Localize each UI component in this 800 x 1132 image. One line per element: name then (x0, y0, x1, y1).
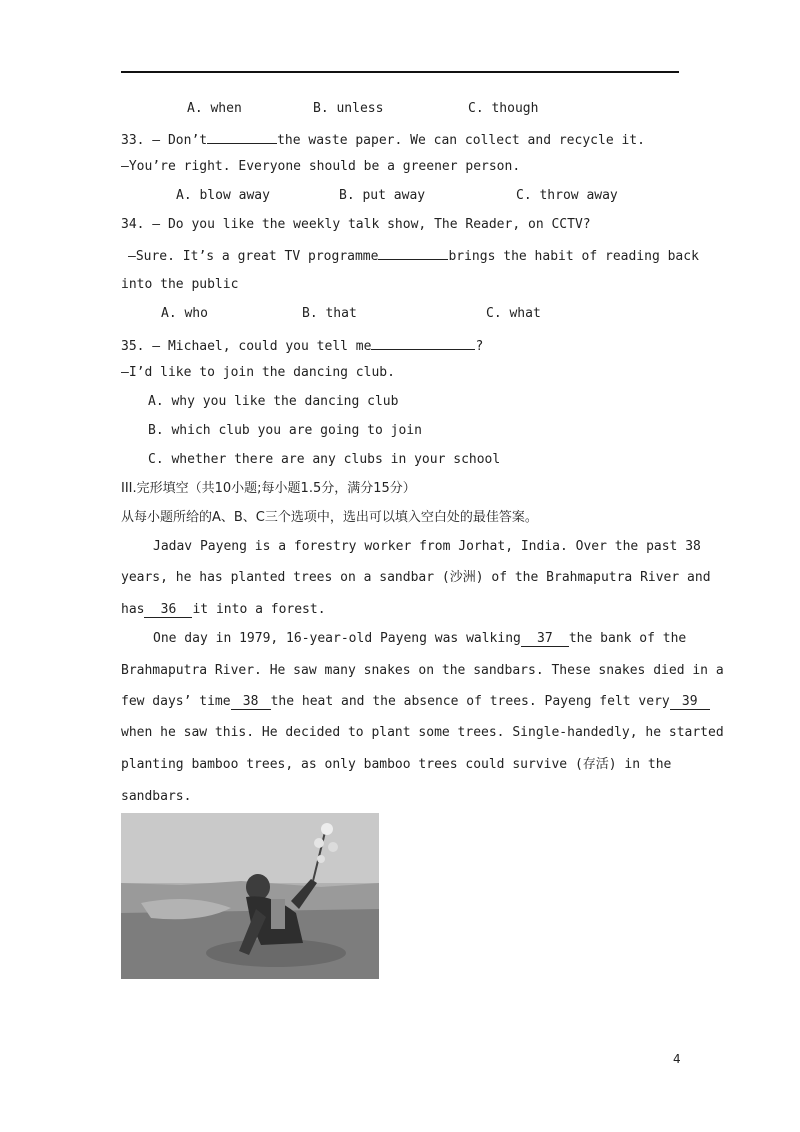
blank-37: 37 (521, 631, 569, 647)
q33-option-a: A. blow away (176, 188, 270, 203)
passage-text: few days’ time (121, 694, 231, 709)
passage-line: Brahmaputra River. He saw many snakes on the sandbars. These snakes died in a (121, 663, 724, 678)
q35-blank (371, 336, 475, 350)
q33-reply: —You’re right. Everyone should be a greener person. (121, 159, 521, 174)
q35-option-b: B. which club you are going to join (148, 423, 422, 438)
q34-question: 34. — Do you like the weekly talk show, The Reader, on CCTV? (121, 217, 591, 232)
passage-line: when he saw this. He decided to plant some trees. Single-handedly, he started (121, 725, 724, 740)
q33-option-c: C. throw away (516, 188, 618, 203)
q34-reply (128, 246, 699, 265)
passage-text: has (121, 602, 145, 617)
q35-reply: —I’d like to join the dancing club. (121, 365, 395, 380)
q35-tail: ? (475, 339, 484, 354)
q35-option-c: C. whether there are any clubs in your school (148, 452, 501, 467)
q35-question (121, 336, 483, 355)
section-heading: III.完形填空（共10小题;每小题1.5分，满分15分） (121, 481, 416, 496)
q35-option-a: A. why you like the dancing club (148, 394, 399, 409)
passage-text: it into a forest. (192, 602, 326, 617)
q35-lead: 35. — Michael, could you tell me (121, 339, 372, 354)
passage-line (121, 602, 326, 618)
passage-line: years, he has planted trees on a sandbar (沙洲) of the Brahmaputra River and (121, 570, 711, 585)
page-number: 4 (673, 1052, 681, 1066)
q32-option-a: A. when (187, 101, 242, 116)
q33-tail: the waste paper. We can collect and recycle it. (277, 133, 645, 148)
section-instruction: 从每小题所给的A、B、C三个选项中，选出可以填入空白处的最佳答案。 (121, 510, 538, 525)
q34-lead: —Sure. It’s a great TV programme (128, 249, 379, 264)
header-rule (121, 71, 679, 73)
q33-question (121, 130, 645, 149)
passage-line: Jadav Payeng is a forestry worker from Jorhat, India. Over the past 38 (153, 539, 701, 554)
q34-reply-cont: into the public (121, 277, 239, 292)
q32-option-b: B. unless (313, 101, 384, 116)
q32-option-c: C. though (468, 101, 539, 116)
q34-tail: brings the habit of reading back (448, 249, 699, 264)
q34-blank (378, 246, 448, 260)
passage-photo (121, 813, 379, 979)
passage-line (121, 694, 710, 710)
q34-option-b: B. that (302, 306, 357, 321)
passage-line: planting bamboo trees, as only bamboo trees could survive (存活) in the (121, 757, 672, 772)
blank-36: 36 (144, 602, 192, 618)
q34-option-a: A. who (161, 306, 208, 321)
q33-option-b: B. put away (339, 188, 426, 203)
passage-line (153, 631, 686, 647)
q33-blank (207, 130, 277, 144)
blank-39: 39 (670, 694, 710, 710)
photo-illustration (121, 813, 379, 979)
blank-38: 38 (231, 694, 271, 710)
q33-lead: 33. — Don’t (121, 133, 208, 148)
q34-option-c: C. what (486, 306, 541, 321)
passage-text: One day in 1979, 16-year-old Payeng was walking (153, 631, 521, 646)
passage-text: the bank of the (568, 631, 687, 646)
passage-line: sandbars. (121, 789, 192, 804)
passage-text: the heat and the absence of trees. Payeng felt very (270, 694, 670, 709)
